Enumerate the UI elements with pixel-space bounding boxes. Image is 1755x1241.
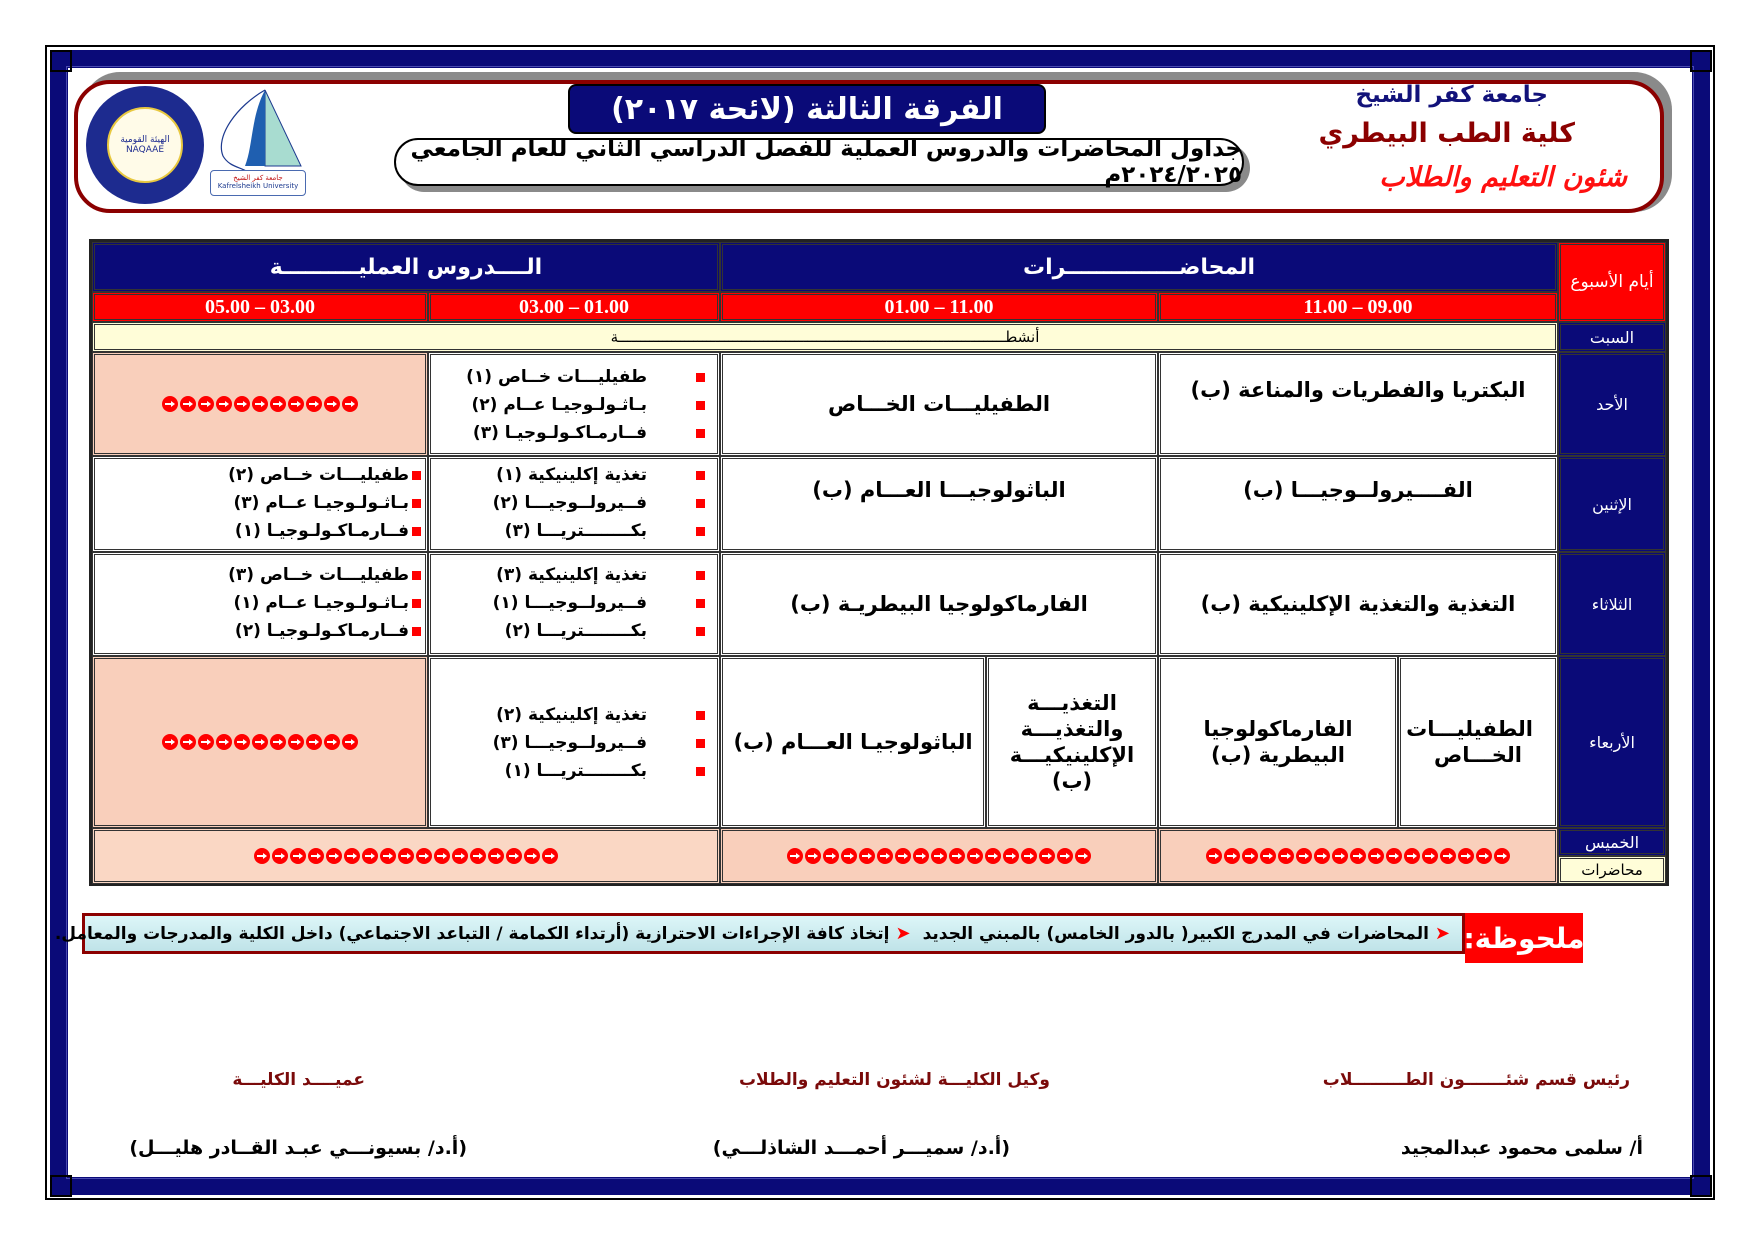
no-entry-arrow-icon xyxy=(1404,848,1420,864)
no-entry-arrow-icon xyxy=(342,734,358,750)
signature-name-dean: (أ.د/ بسيونـــي عبـد القــادر هليـــل) xyxy=(129,1137,467,1159)
signature-title-dean: عميــــد الكليـــة xyxy=(232,1070,365,1090)
thursday-lecture-2-empty xyxy=(720,828,1158,884)
lab-item: فــارمـاكـولـوجيـا (٣) xyxy=(431,419,717,447)
lab-item: طفيليـــات خــاص (١) xyxy=(431,363,717,391)
corner-mark xyxy=(1690,50,1712,72)
tuesday-lecture-1: التغذية والتغذية الإكلينيكية (ب) xyxy=(1158,552,1558,656)
no-entry-arrow-icon xyxy=(288,734,304,750)
monday-lecture-2: الباثولوجيـــا العـــام (ب) xyxy=(720,456,1158,552)
no-entry-arrow-icon xyxy=(470,848,486,864)
bullet-icon xyxy=(696,767,705,776)
wednesday-lecture-1b: الفارماكولوجيا البيطرية (ب) xyxy=(1158,656,1398,828)
bullet-icon xyxy=(696,711,705,720)
monday-lecture-1: الفــــيرولــوجيـــا (ب) xyxy=(1158,456,1558,552)
no-entry-arrow-icon xyxy=(1242,848,1258,864)
no-entry-arrow-icon xyxy=(931,848,947,864)
no-entry-arrow-icon xyxy=(1278,848,1294,864)
thursday-lecture-1-empty xyxy=(1158,828,1558,884)
thursday-lectures-label: محاضرات xyxy=(1558,856,1666,884)
corner-mark xyxy=(50,50,72,72)
no-entry-arrow-icon xyxy=(252,734,268,750)
no-entry-arrow-icon xyxy=(198,396,214,412)
wednesday-lab-2-empty xyxy=(92,656,428,828)
wednesday-lecture-2a: التغذيـــة والتغذيـــة الإكلينيكيـــة (ب) xyxy=(986,656,1158,828)
bullet-icon xyxy=(696,471,705,480)
lab-item: فــيرولــوجيـــا (٣) xyxy=(431,729,717,757)
corner-mark xyxy=(1690,1175,1712,1197)
arrow-row xyxy=(162,734,358,750)
no-entry-arrow-icon xyxy=(288,396,304,412)
saturday-activities: أنشطــــــــــــــــــــــــــــــــــــــــــــــــــــــــــــــــــــــــــــــــــــــــة xyxy=(92,322,1558,352)
no-entry-arrow-icon xyxy=(1057,848,1073,864)
lab-item: بـاثـولـوجيـا عــام (١) xyxy=(95,589,425,617)
bullet-icon xyxy=(412,527,421,536)
no-entry-arrow-icon xyxy=(1332,848,1348,864)
no-entry-arrow-icon xyxy=(877,848,893,864)
no-entry-arrow-icon xyxy=(1350,848,1366,864)
day-tuesday: الثلاثاء xyxy=(1558,552,1666,656)
lab-item: فــارمـاكـولـوجيـا (١) xyxy=(95,517,425,545)
lab-item: طفيليـــات خــاص (٢) xyxy=(95,461,425,489)
sunday-lecture-1: البكتريا والفطريات والمناعة (ب) xyxy=(1158,352,1558,456)
no-entry-arrow-icon xyxy=(859,848,875,864)
day-sunday: الأحد xyxy=(1558,352,1666,456)
page-title: الفرقة الثالثة (لائحة ٢٠١٧) xyxy=(568,84,1046,134)
corner-mark xyxy=(50,1175,72,1197)
lab-group-list xyxy=(431,363,717,447)
no-entry-arrow-icon xyxy=(967,848,983,864)
no-entry-arrow-icon xyxy=(1260,848,1276,864)
no-entry-arrow-icon xyxy=(1296,848,1312,864)
no-entry-arrow-icon xyxy=(841,848,857,864)
no-entry-arrow-icon xyxy=(1422,848,1438,864)
lab-item: بكــــــــتريـــا (٢) xyxy=(431,617,717,645)
arrow-row xyxy=(1206,848,1510,864)
bullet-icon xyxy=(696,499,705,508)
lab-item: فــيرولــوجيـــا (٢) xyxy=(431,489,717,517)
no-entry-arrow-icon xyxy=(1458,848,1474,864)
bullet-icon xyxy=(696,527,705,536)
bullet-icon xyxy=(696,571,705,580)
bullet-icon xyxy=(412,571,421,580)
no-entry-arrow-icon xyxy=(1206,848,1222,864)
no-entry-arrow-icon xyxy=(162,396,178,412)
no-entry-arrow-icon xyxy=(216,396,232,412)
lab-item: طفيليـــات خــاص (٣) xyxy=(95,561,425,589)
no-entry-arrow-icon xyxy=(270,396,286,412)
chevron-left-icon: ➤ xyxy=(1434,923,1450,944)
faculty-name: كلية الطب البيطري xyxy=(1318,118,1575,149)
sunday-lab-1 xyxy=(428,352,720,456)
no-entry-arrow-icon xyxy=(306,734,322,750)
no-entry-arrow-icon xyxy=(1494,848,1510,864)
no-entry-arrow-icon xyxy=(805,848,821,864)
wednesday-lecture-2b: الباثولوجيـا العـــام (ب) xyxy=(720,656,986,828)
lab-item: تغذية إكلينيكية (١) xyxy=(431,461,717,489)
bullet-icon xyxy=(696,599,705,608)
quality-logo-inner: الهيئة القومية NAQAAE xyxy=(107,107,183,183)
no-entry-arrow-icon xyxy=(324,734,340,750)
university-name: جامعة كفر الشيخ xyxy=(1355,82,1548,108)
signature-title-student-affairs-head: رئيس قسم شئـــــــون الطـــــــــلاب xyxy=(1322,1070,1630,1090)
bullet-icon xyxy=(412,471,421,480)
no-entry-arrow-icon xyxy=(306,396,322,412)
time-slot-3: 03.00 – 01.00 xyxy=(428,292,720,322)
no-entry-arrow-icon xyxy=(1368,848,1384,864)
bullet-icon xyxy=(696,627,705,636)
day-wednesday: الأربعاء xyxy=(1558,656,1666,828)
tuesday-lab-1 xyxy=(428,552,720,656)
no-entry-arrow-icon xyxy=(1021,848,1037,864)
no-entry-arrow-icon xyxy=(1476,848,1492,864)
department-name: شئون التعليم والطلاب xyxy=(1379,162,1627,193)
lab-item: بـاثـولـوجيـا عــام (٢) xyxy=(431,391,717,419)
lab-item: بـاثـولـوجيـا عــام (٣) xyxy=(95,489,425,517)
signature-name-student-affairs-head: أ/ سلمى محمود عبدالمجيد xyxy=(1400,1137,1643,1159)
no-entry-arrow-icon xyxy=(272,848,288,864)
no-entry-arrow-icon xyxy=(380,848,396,864)
lab-item: بكــــــــتريـــا (١) xyxy=(431,757,717,785)
sunday-lab-2-empty xyxy=(92,352,428,456)
no-entry-arrow-icon xyxy=(1440,848,1456,864)
no-entry-arrow-icon xyxy=(362,848,378,864)
no-entry-arrow-icon xyxy=(234,734,250,750)
lab-group-list xyxy=(431,461,717,545)
signature-title-vice-dean: وكيل الكليـــة لشئون التعليم والطلاب xyxy=(738,1070,1050,1090)
no-entry-arrow-icon xyxy=(180,734,196,750)
no-entry-arrow-icon xyxy=(324,396,340,412)
no-entry-arrow-icon xyxy=(198,734,214,750)
no-entry-arrow-icon xyxy=(985,848,1001,864)
no-entry-arrow-icon xyxy=(1075,848,1091,864)
wednesday-lecture-1a: الطفيليـــات الخـــاص xyxy=(1398,656,1558,828)
bullet-icon xyxy=(696,401,705,410)
no-entry-arrow-icon xyxy=(270,734,286,750)
sunday-lecture-2: الطفيليـــات الخـــاص xyxy=(720,352,1158,456)
no-entry-arrow-icon xyxy=(344,848,360,864)
bullet-icon xyxy=(696,373,705,382)
no-entry-arrow-icon xyxy=(524,848,540,864)
monday-lab-2 xyxy=(92,456,428,552)
no-entry-arrow-icon xyxy=(434,848,450,864)
tuesday-lab-2 xyxy=(92,552,428,656)
no-entry-arrow-icon xyxy=(913,848,929,864)
no-entry-arrow-icon xyxy=(488,848,504,864)
note-item-1: المحاضرات في المدرج الكبير( بالدور الخامس) بالمبني الجديد xyxy=(922,923,1429,944)
monday-lab-1 xyxy=(428,456,720,552)
thursday-practicals-empty xyxy=(92,828,720,884)
no-entry-arrow-icon xyxy=(542,848,558,864)
no-entry-arrow-icon xyxy=(254,848,270,864)
bullet-icon xyxy=(412,599,421,608)
chevron-left-icon: ➤ xyxy=(895,923,911,944)
no-entry-arrow-icon xyxy=(180,396,196,412)
no-entry-arrow-icon xyxy=(787,848,803,864)
lab-group-list xyxy=(95,461,425,545)
note-box xyxy=(54,913,1465,954)
day-monday: الإثنين xyxy=(1558,456,1666,552)
no-entry-arrow-icon xyxy=(398,848,414,864)
bullet-icon xyxy=(412,499,421,508)
no-entry-arrow-icon xyxy=(216,734,232,750)
note-label: ملحوظة: xyxy=(1465,913,1583,963)
no-entry-arrow-icon xyxy=(326,848,342,864)
day-saturday: السبت xyxy=(1558,322,1666,352)
lab-item: تغذية إكلينيكية (٣) xyxy=(431,561,717,589)
wednesday-lab-1 xyxy=(428,656,720,828)
no-entry-arrow-icon xyxy=(290,848,306,864)
days-header: أيام الأسبوع xyxy=(1558,242,1666,322)
arrow-row xyxy=(254,848,558,864)
no-entry-arrow-icon xyxy=(823,848,839,864)
page-subtitle: جداول المحاضرات والدروس العملية للفصل الدراسي الثاني للعام الجامعي ٢٠٢٤/٢٠٢٥م xyxy=(394,138,1244,186)
lab-item: فــارمـاكـولـوجيـا (٢) xyxy=(95,617,425,645)
bullet-icon xyxy=(696,429,705,438)
time-slot-1: 11.00 – 09.00 xyxy=(1158,292,1558,322)
bullet-icon xyxy=(412,627,421,636)
no-entry-arrow-icon xyxy=(895,848,911,864)
lectures-header: المحاضـــــــــــــــرات xyxy=(720,242,1558,292)
lab-group-list xyxy=(431,561,717,645)
lab-item: بكــــــــتريـــا (٣) xyxy=(431,517,717,545)
no-entry-arrow-icon xyxy=(1314,848,1330,864)
arrow-row xyxy=(162,396,358,412)
no-entry-arrow-icon xyxy=(162,734,178,750)
no-entry-arrow-icon xyxy=(1003,848,1019,864)
no-entry-arrow-icon xyxy=(506,848,522,864)
university-logo-label: جامعة كفر الشيخ Kafrelsheikh University xyxy=(210,170,306,196)
time-slot-2: 01.00 – 11.00 xyxy=(720,292,1158,322)
lab-item: تغذية إكلينيكية (٢) xyxy=(431,701,717,729)
no-entry-arrow-icon xyxy=(416,848,432,864)
day-thursday: الخميس xyxy=(1558,828,1666,856)
no-entry-arrow-icon xyxy=(234,396,250,412)
lab-item: فــيرولــوجيـــا (١) xyxy=(431,589,717,617)
no-entry-arrow-icon xyxy=(308,848,324,864)
no-entry-arrow-icon xyxy=(1224,848,1240,864)
time-slot-4: 05.00 – 03.00 xyxy=(92,292,428,322)
no-entry-arrow-icon xyxy=(342,396,358,412)
no-entry-arrow-icon xyxy=(452,848,468,864)
signature-name-vice-dean: (أ.د/ سميـــر أحمـــد الشاذلـــي) xyxy=(712,1137,1010,1159)
practicals-header: الــــدروس العمليــــــــــة xyxy=(92,242,720,292)
bullet-icon xyxy=(696,739,705,748)
no-entry-arrow-icon xyxy=(949,848,965,864)
no-entry-arrow-icon xyxy=(252,396,268,412)
lab-group-list xyxy=(95,561,425,645)
note-item-2: إتخاذ كافة الإجراءات الاحترازية (أرتداء الكمامة / التباعد الاجتماعي) داخل الكلية والمدرجات والمعامل. xyxy=(54,923,890,944)
no-entry-arrow-icon xyxy=(1039,848,1055,864)
no-entry-arrow-icon xyxy=(1386,848,1402,864)
quality-assurance-logo xyxy=(86,86,204,204)
lab-group-list xyxy=(431,701,717,785)
arrow-row xyxy=(787,848,1091,864)
tuesday-lecture-2: الفارماكولوجيا البيطريـة (ب) xyxy=(720,552,1158,656)
